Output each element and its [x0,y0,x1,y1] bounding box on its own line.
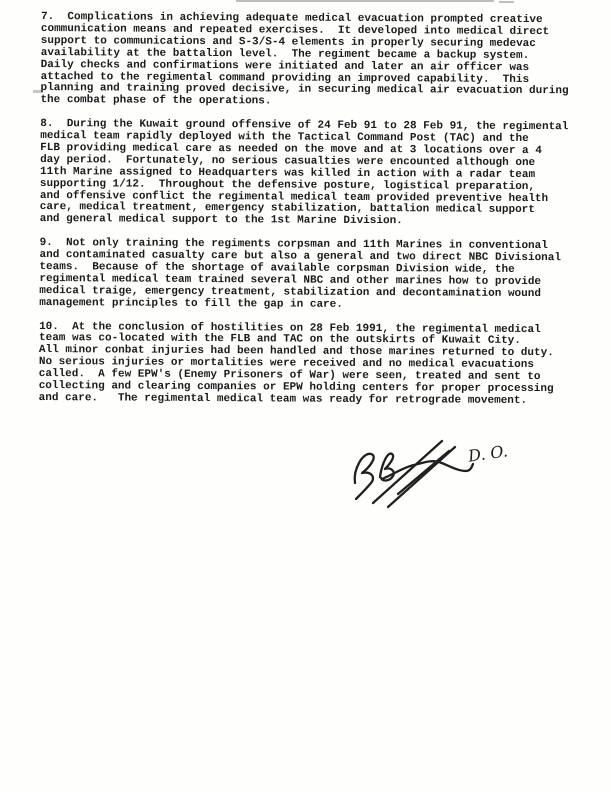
scan-artifact-line [499,1,514,3]
text-line: FLB providing medical care as needed on the move and at 3 locations over a 4 [40,141,542,158]
text-line: medical traige, emergency treatment, stabilization and decontamination wound [39,284,542,300]
text-line: 8. During the Kuwait ground offensive of 24 Feb 91 to 28 Feb 91, the regimental [40,118,569,134]
text-line: medical team rapidly deployed with the Tactical Command Post (TAC) and the [40,130,529,146]
text-line: 7. Complications in achieving adequate medical evacuation prompted creative [40,11,543,27]
paragraph-9 [39,238,568,313]
text-line: 9. Not only training the regiments corpsman and 11th Marines in conventional [39,237,548,253]
text-line: planning and training proved decisive, in securing medical air evacuation during [40,82,569,98]
text-line: communication means and repeated exercises. It developed into medical direct [40,22,550,39]
text-line: All minor conbat injuries had been handled and those marines returned to duty. [38,344,554,360]
text-line: teams. Because of the shortage of available corpsman Division wide, the [39,260,515,276]
text-line: and contaminated casualty care but also a general and two direct NBC Divisional [39,249,562,265]
signature-credential: D. O. [466,441,509,466]
paragraph-7 [40,12,569,110]
text-line: management principles to fill the gap in care. [39,296,343,311]
text-line: and care. The regimental medical team was ready for retrograde movement. [38,391,528,407]
text-line: care, medical treatment, emergency stabilization, battalion medical support [39,201,535,217]
paragraph-8 [40,119,569,229]
text-line: day period. Fortunately, no serious casualties were encounted although one [40,153,536,169]
text-line: the combat phase of the operations. [40,94,272,108]
text-line: collecting and clearing companies or EPW holding centers for proper processing [38,380,554,396]
paragraph-10 [39,322,568,409]
text-line: No serious injuries or mortalities were received and no medical evacuations [38,356,534,372]
text-line: Daily checks and confirmations were initiated and later an air officer was [40,58,530,74]
text-line: 11th Marine assigned to Headquarters was killed in action with a radar team [39,165,536,181]
text-line: and general medical support to the 1st Marine Division. [39,213,403,228]
text-line: team was co-located with the FLB and TAC on the outskirts of Kuwait City. [38,332,521,348]
scan-artifact-line [236,0,494,2]
text-line: attached to the regimental command providing an improved capability. This [40,70,530,86]
document-body [39,12,570,420]
text-line: support to communications and S-3/S-4 elements in properly securing medevac [40,34,536,50]
text-line: availability at the battalion level. The regiment became a backup system. [40,46,530,62]
signature [330,438,530,516]
text-line: called. A few EPW's (Enemy Prisoners of War) were seen, treated and sent to [38,368,541,384]
text-line: 10. At the conclusion of hostilities on 28 Feb 1991, the regimental medical [39,320,541,336]
text-line: and offensive conflict the regimental medical team provided preventive health [39,189,549,205]
text-line: regimental medical team trained several NBC and other marines how to provide [39,272,542,288]
text-line: supporting 1/12. Throughout the defensive posture, logistical preparation, [39,177,536,193]
